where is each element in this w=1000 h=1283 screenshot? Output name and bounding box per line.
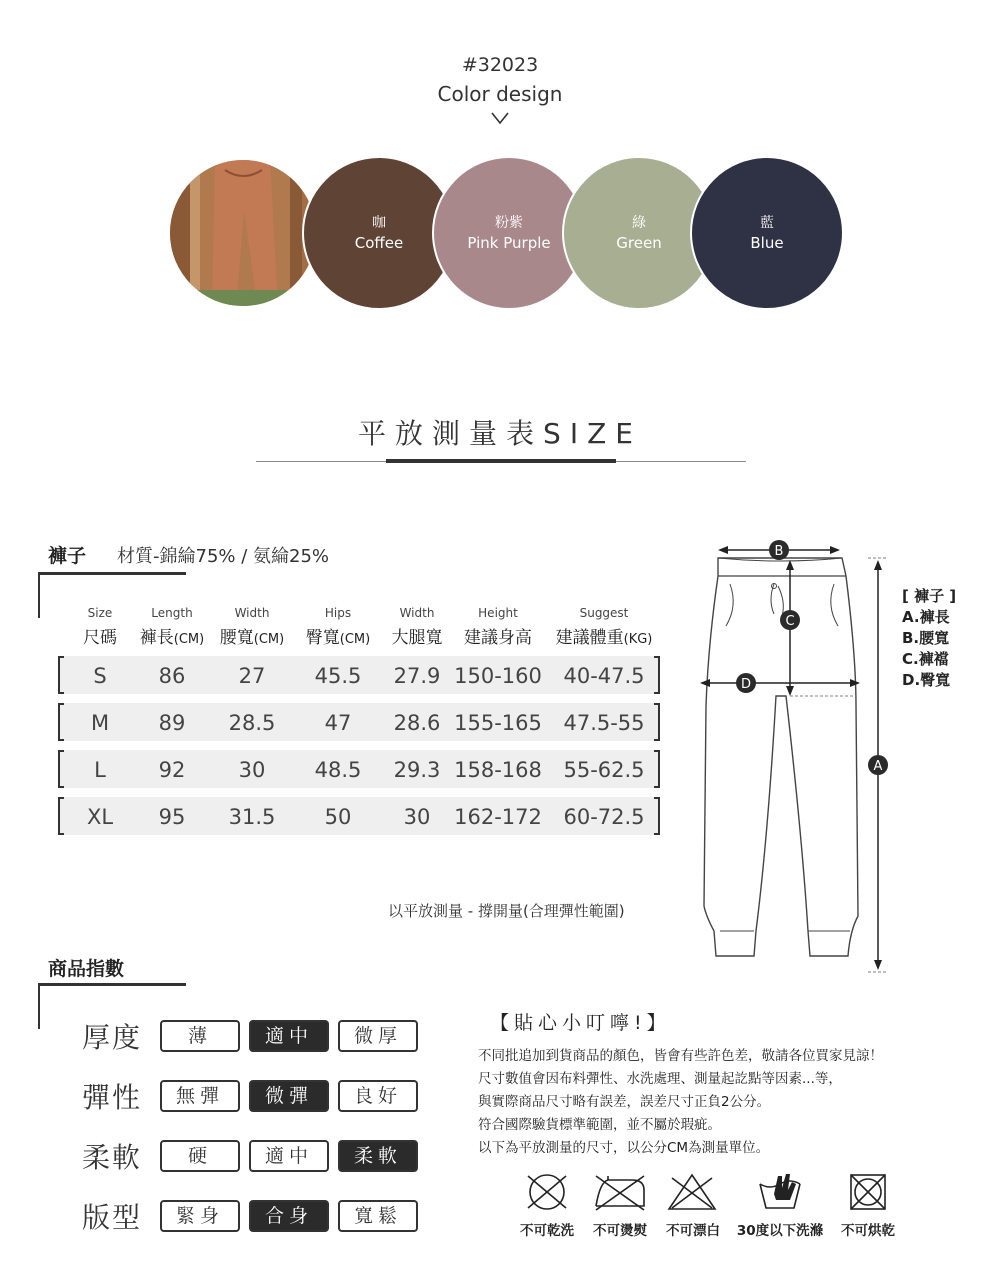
- tip-line: 以下為平放測量的尺寸，以公分CM為測量單位。: [478, 1140, 770, 1156]
- table-cell: 48.5: [314, 758, 362, 782]
- column-header-zh: 大腿寬: [391, 628, 443, 648]
- column-header-en: Suggest: [579, 606, 629, 620]
- table-cell: 86: [158, 664, 186, 688]
- hand-wash-30-icon: [756, 1170, 804, 1212]
- care-label: 不可漂白: [666, 1223, 720, 1239]
- product-index-label: 商品指數: [48, 958, 125, 980]
- table-cell: M: [90, 711, 110, 735]
- index-label: 厚度: [82, 1021, 143, 1054]
- table-cell: 28.6: [393, 711, 441, 735]
- size-table-title: 平放測量表SIZE: [358, 417, 642, 450]
- swatch-blue[interactable]: [690, 156, 844, 310]
- swatch-zh: 綠: [632, 215, 646, 231]
- table-cell: 155-165: [454, 711, 542, 735]
- column-header-unit: (CM): [339, 632, 371, 647]
- table-cell: 47: [324, 711, 352, 735]
- title-divider-accent: [386, 459, 616, 463]
- swatch-en: Coffee: [354, 234, 404, 252]
- section-bracket: [38, 983, 40, 1029]
- diagram-legend: [902, 586, 956, 691]
- swatch-en: Pink Purple: [467, 234, 551, 252]
- pants-diagram: [690, 536, 890, 981]
- table-cell: 50: [324, 805, 352, 829]
- legend-item: A.褲長: [902, 608, 950, 626]
- product-photo: [168, 158, 318, 308]
- swatch-zh: 咖: [372, 215, 386, 231]
- index-option: 合身: [249, 1200, 329, 1232]
- table-cell: 27.9: [393, 664, 441, 688]
- chevron-down-icon: [490, 110, 510, 126]
- no-wash-icon: [524, 1172, 570, 1212]
- section-bracket: [38, 983, 186, 986]
- index-option: 微彈: [249, 1080, 329, 1112]
- no-bleach-icon: [666, 1172, 718, 1212]
- column-header-zh: 腰寬: [219, 628, 254, 648]
- table-cell: 45.5: [314, 664, 362, 688]
- column-header-en: Hips: [324, 606, 352, 620]
- tip-line: 尺寸數值會因布料彈性、水洗處理、測量起訖點等因素...等，: [478, 1071, 842, 1087]
- column-header: [438, 623, 558, 648]
- index-label: 版型: [82, 1201, 143, 1234]
- index-option: 寬鬆: [338, 1200, 418, 1232]
- marker-c: C: [785, 614, 795, 629]
- section-bracket: [38, 572, 186, 575]
- legend-item: B.腰寬: [902, 629, 950, 647]
- tips-title: 【貼心小叮嚀!】: [490, 1012, 671, 1034]
- material-text: 材質-錦綸75% / 氨綸25%: [117, 546, 330, 567]
- measurement-note: 以平放測量 - 撐開量(合理彈性範圍): [388, 902, 625, 920]
- swatch-en: Blue: [750, 234, 784, 252]
- column-header-en: Length: [151, 606, 193, 620]
- table-cell: S: [93, 664, 107, 688]
- index-option: 無彈: [160, 1080, 240, 1112]
- swatch-en: Green: [616, 234, 662, 252]
- column-header-zh: 尺碼: [83, 628, 117, 648]
- table-cell: 92: [158, 758, 186, 782]
- row-bracket-right: [654, 656, 660, 694]
- no-tumble-dry-icon: [848, 1172, 888, 1212]
- table-cell: 27: [238, 664, 266, 688]
- care-label: 不可燙熨: [593, 1223, 647, 1239]
- table-cell: 55-62.5: [563, 758, 645, 782]
- column-header-zh: 建議身高: [464, 628, 532, 648]
- column-header-zh: 臀寬: [305, 628, 340, 648]
- pants-label: 褲子: [48, 545, 87, 567]
- table-cell: 60-72.5: [563, 805, 645, 829]
- column-header-unit: (CM): [173, 632, 205, 647]
- row-bracket-right: [654, 797, 660, 835]
- index-option: 薄: [160, 1020, 240, 1052]
- table-cell: 30: [403, 805, 431, 829]
- index-option: 良好: [338, 1080, 418, 1112]
- marker-a: A: [873, 759, 883, 774]
- row-bracket-right: [654, 750, 660, 788]
- column-header-unit: (KG): [623, 632, 653, 647]
- product-code: #32023: [461, 54, 539, 76]
- column-header-en: Width: [234, 606, 270, 620]
- table-cell: 28.5: [228, 711, 276, 735]
- table-cell: L: [94, 758, 106, 782]
- table-cell: 158-168: [454, 758, 542, 782]
- index-option: 緊身: [160, 1200, 240, 1232]
- color-design-title: Color design: [437, 82, 563, 106]
- column-header-zh: 褲長: [139, 628, 174, 648]
- tip-line: 與實際商品尺寸略有誤差，誤差尺寸正負2公分。: [478, 1094, 771, 1110]
- index-option: 柔軟: [338, 1140, 418, 1172]
- index-option: 微厚: [338, 1020, 418, 1052]
- section-bracket: [38, 572, 40, 618]
- index-option: 適中: [249, 1020, 329, 1052]
- no-iron-icon: [592, 1172, 648, 1212]
- legend-item: C.褲襠: [902, 650, 949, 668]
- table-cell: 95: [158, 805, 186, 829]
- swatch-zh: 藍: [760, 215, 774, 231]
- index-option: 硬: [160, 1140, 240, 1172]
- legend-title: [ 褲子 ]: [902, 587, 957, 605]
- row-bracket-right: [654, 703, 660, 741]
- index-label: 彈性: [82, 1081, 143, 1114]
- table-cell: 89: [158, 711, 186, 735]
- swatch-zh: 粉紫: [495, 215, 523, 231]
- table-cell: 47.5-55: [563, 711, 645, 735]
- index-label: 柔軟: [82, 1141, 143, 1174]
- column-header: [544, 623, 664, 648]
- column-header-zh: 建議體重: [555, 628, 624, 648]
- table-cell: 150-160: [454, 664, 542, 688]
- legend-item: D.臀寬: [902, 671, 951, 689]
- column-header-unit: (CM): [253, 632, 285, 647]
- tip-line: 符合國際驗貨標準範圍，並不屬於瑕疵。: [478, 1117, 721, 1133]
- table-row: [58, 750, 660, 788]
- table-row: [58, 703, 660, 741]
- table-cell: 40-47.5: [563, 664, 645, 688]
- table-cell: 30: [238, 758, 266, 782]
- care-label: 不可烘乾: [841, 1223, 895, 1239]
- tip-line: 不同批追加到貨商品的顏色，皆會有些許色差，敬請各位買家見諒！: [478, 1048, 883, 1064]
- table-cell: 29.3: [393, 758, 441, 782]
- care-label: 不可乾洗: [520, 1223, 574, 1239]
- marker-d: D: [740, 677, 752, 692]
- column-header-en: Width: [399, 606, 435, 620]
- table-row: [58, 797, 660, 835]
- marker-b: B: [774, 544, 784, 559]
- table-row: [58, 656, 660, 694]
- table-cell: 31.5: [228, 805, 276, 829]
- column-header-en: Height: [478, 606, 518, 620]
- column-header-en: Size: [87, 606, 113, 620]
- care-label: 30度以下洗滌: [736, 1223, 824, 1239]
- table-cell: XL: [86, 805, 114, 829]
- index-option: 適中: [249, 1140, 329, 1172]
- table-cell: 162-172: [454, 805, 542, 829]
